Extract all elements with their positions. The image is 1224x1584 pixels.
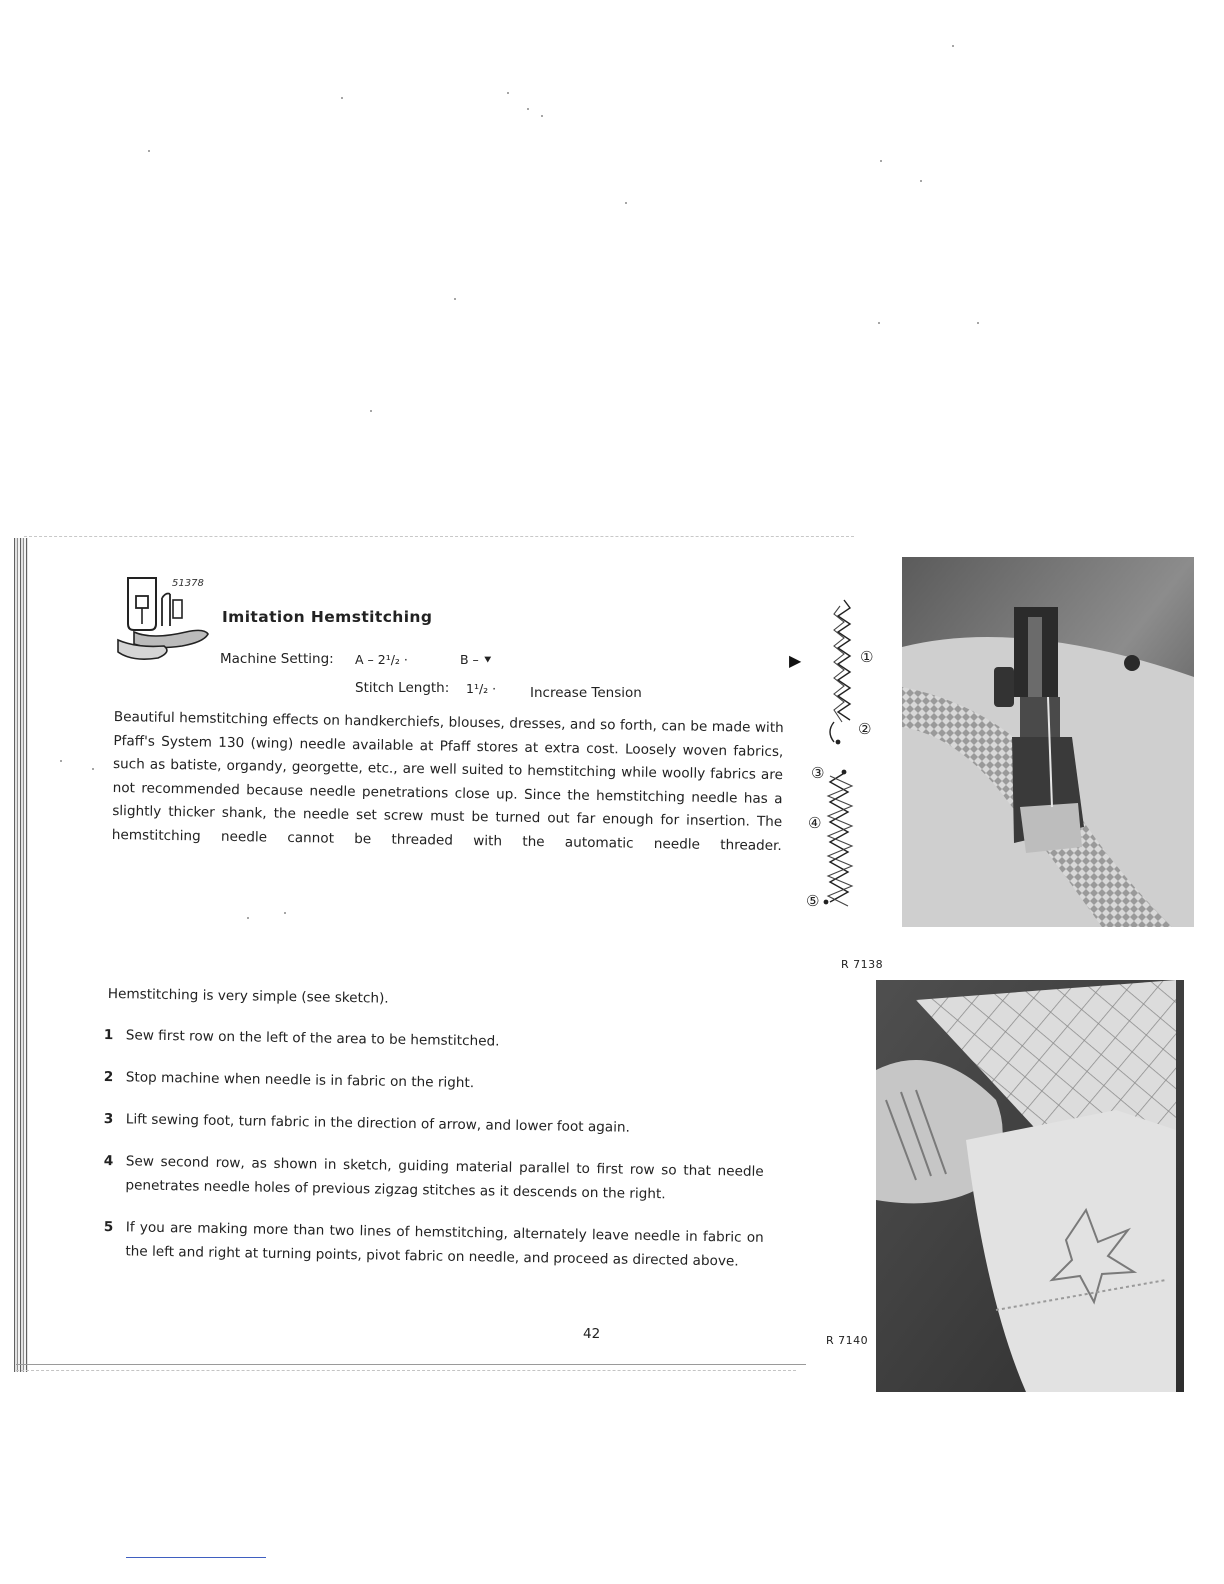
direction-arrow-icon: ▶ [789, 651, 802, 670]
stitch-length-value: 1¹/₂ · [466, 681, 497, 696]
photo-hemstitched-linen [876, 980, 1184, 1392]
step-text: Sew second row, as shown in sketch, guiding material parallel to first row so that needle penetrates needle holes of previous zigzag stitches as it descends on the right. [125, 1153, 764, 1202]
binding-edge [14, 538, 28, 1372]
photo-sewing-machine-foot [902, 557, 1194, 927]
page-bottom-edge-shadow [16, 1370, 796, 1372]
sketch-label-2: ② [858, 720, 872, 738]
intro-paragraph [112, 706, 784, 858]
stitch-length-label: Stitch Length: [355, 680, 450, 696]
part-number: 51378 [172, 578, 204, 589]
stitch-sketch [804, 596, 884, 916]
instructions-intro: Hemstitching is very simple (see sketch). [107, 986, 389, 1007]
step-text: Lift sewing foot, turn fabric in the direction of arrow, and lower foot again. [125, 1111, 631, 1136]
sketch-label-4: ④ [808, 814, 822, 832]
machine-setting-a: A – 2¹/₂ · [355, 652, 408, 667]
step-number: 3 [103, 1110, 114, 1128]
sketch-label-5: ⑤ [806, 892, 820, 910]
page-top-edge [24, 536, 854, 538]
page-bottom-edge [16, 1364, 806, 1366]
page-number: 42 [583, 1326, 601, 1342]
intro-text: Beautiful hemstitching effects on handkerchiefs, blouses, dresses, and so forth, can be made with Pfaff's System 130 (wing) needle available at Pfaff stores at extra cost. Loosely woven fabrics, such as batiste, organdy, georgette, etc., are well suited to hemstitching while woolly fabrics are not recommended because needle penetrations close up. Since the hemstitching needle has a slightly thicker shank, the needle set screw must be turned out far enough for insertion. The hemstitching needle cannot be threaded with the automatic needle threader. [111, 708, 784, 854]
step-number: 2 [103, 1068, 114, 1086]
step-number: 5 [103, 1218, 114, 1236]
machine-setting-b: B – ⯆ [460, 652, 493, 667]
step-number: 4 [103, 1152, 114, 1170]
sketch-label-3: ③ [811, 764, 825, 782]
photo-1-reference: R 7138 [841, 958, 884, 971]
step-text: Stop machine when needle is in fabric on the right. [125, 1069, 475, 1092]
step-text: If you are making more than two lines of hemstitching, alternately leave needle in fabric on the left and right at turning points, pivot fabric on needle, and proceed as directed above. [125, 1219, 764, 1270]
section-title: Imitation Hemstitching [222, 608, 433, 626]
footer-rule [126, 1557, 266, 1558]
photo-2-reference: R 7140 [826, 1334, 869, 1347]
sketch-label-1: ① [860, 648, 874, 666]
tension-note: Increase Tension [530, 685, 642, 701]
step-number: 1 [103, 1026, 114, 1044]
machine-setting-label: Machine Setting: [220, 651, 334, 667]
step-text: Sew first row on the left of the area to be hemstitched. [125, 1027, 500, 1050]
